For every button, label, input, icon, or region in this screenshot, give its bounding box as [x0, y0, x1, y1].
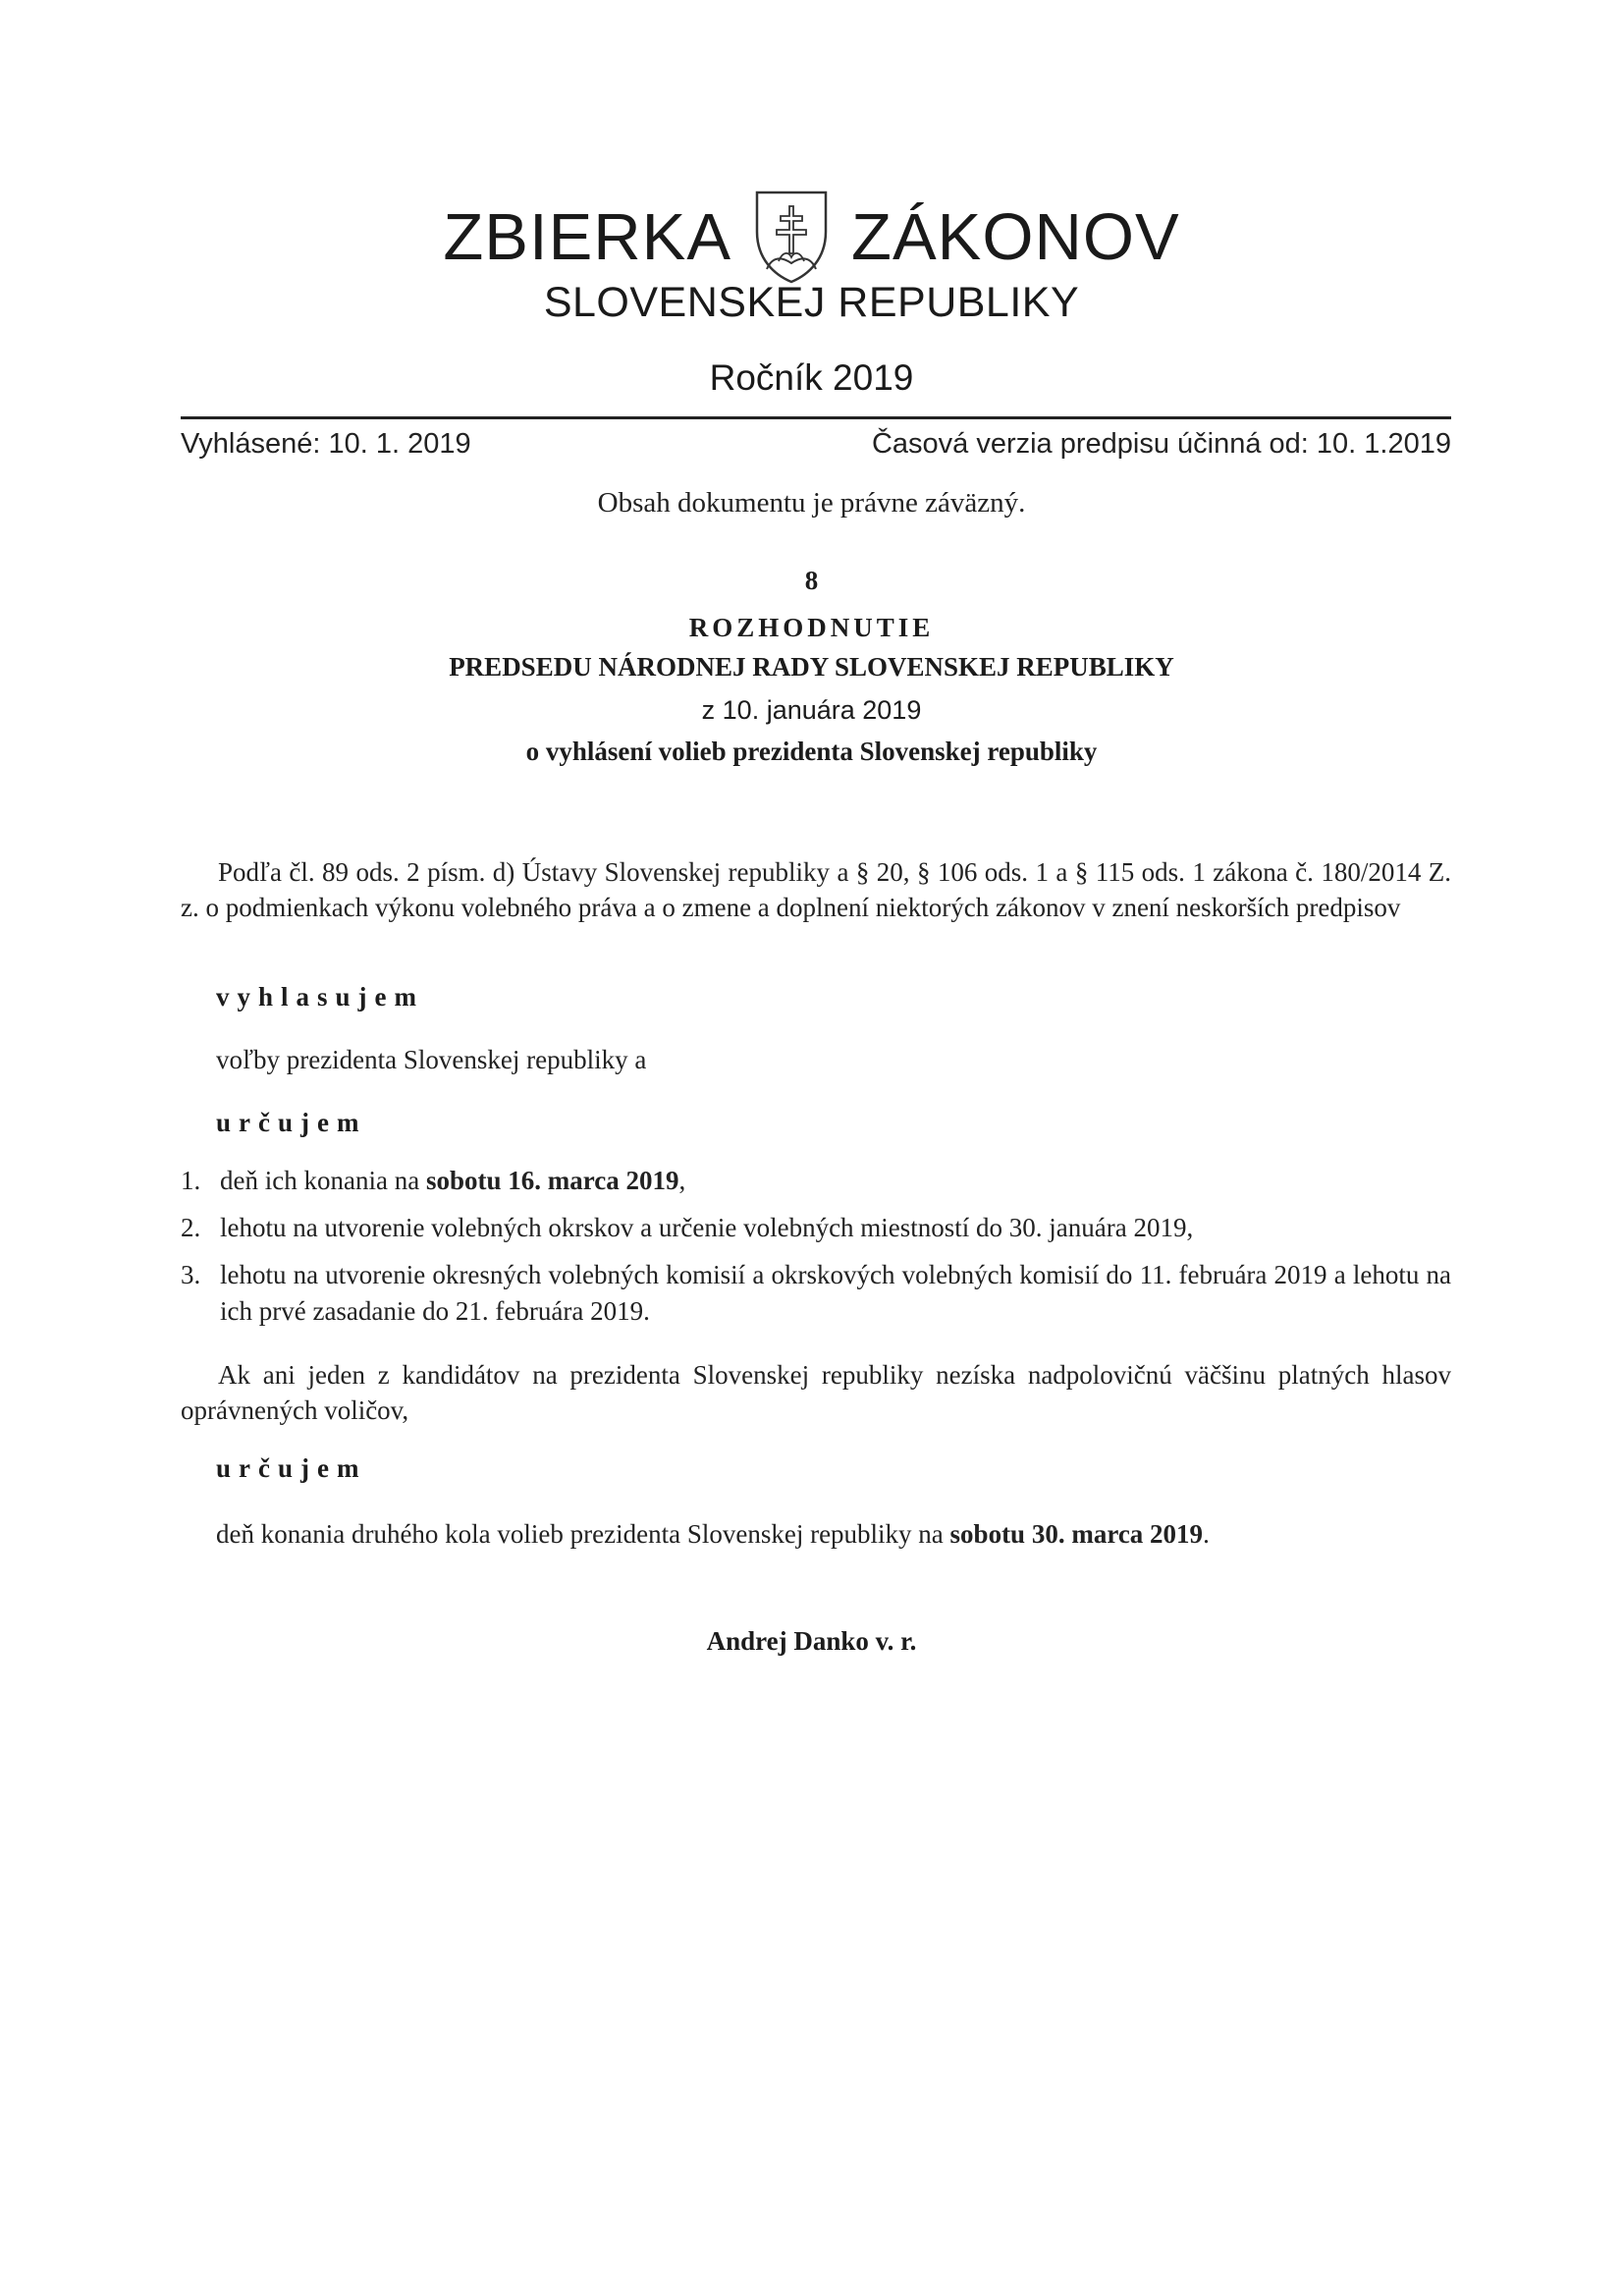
signature: Andrej Danko v. r. [706, 1626, 917, 1656]
document-type: ROZHODNUTIE [688, 613, 935, 642]
regulation-number: 8 [804, 566, 819, 595]
masthead-word-left: ZBIERKA [443, 199, 732, 274]
masthead-subtitle: SLOVENSKEJ REPUBLIKY [543, 279, 1080, 326]
second-round-condition: Ak ani jeden z kandidátov na prezidenta Slovenskej republiky nezíska nadpolovičnú väčšinu platných hlasov oprávnených voličov, [181, 1360, 1451, 1425]
document-subject: o vyhlásení volieb prezidenta Slovenskej republiky [525, 737, 1098, 766]
list-item-number: 2. [181, 1213, 201, 1242]
header-divider [181, 416, 1451, 419]
determine-keyword-2: určujem [216, 1453, 367, 1483]
list-item-text: deň ich konania na sobotu 16. marca 2019, [220, 1166, 686, 1195]
slovak-coat-of-arms-icon [753, 189, 830, 285]
list-item-number: 1. [181, 1166, 201, 1195]
volume-label: Ročník 2019 [709, 357, 914, 398]
list-item [181, 1163, 1451, 1199]
version-effective-date: Časová verzia predpisu účinná od: 10. 1.2019 [871, 428, 1451, 460]
masthead-word-right: ZÁKONOV [851, 199, 1180, 274]
issuing-authority: PREDSEDU NÁRODNEJ RADY SLOVENSKEJ REPUBLIKY [449, 652, 1174, 682]
list-item-text: lehotu na utvorenie volebných okrskov a určenie volebných miestností do 30. januára 2019, [220, 1213, 1194, 1242]
list-item-text: lehotu na utvorenie okresných volebných komisií a okrskových volebných komisií do 11. februára 2019 a lehotu na ich prvé zasadanie do 21. februára 2019. [220, 1260, 1451, 1326]
list-item [181, 1210, 1451, 1246]
list-item [181, 1257, 1451, 1330]
document-date: z 10. januára 2019 [701, 695, 922, 725]
election-date: sobotu 16. marca 2019 [425, 1166, 679, 1195]
declare-keyword: vyhlasujem [216, 982, 425, 1011]
second-round-text: deň konania druhého kola volieb prezidenta Slovenskej republiky na sobotu 30. marca 2019. [216, 1519, 1210, 1549]
declare-text: voľby prezidenta Slovenskej republiky a [216, 1045, 647, 1074]
masthead-title [0, 192, 1623, 281]
list-item-number: 3. [181, 1260, 201, 1289]
binding-note: Obsah dokumentu je právne záväzný. [597, 487, 1026, 519]
legal-basis-paragraph: Podľa čl. 89 ods. 2 písm. d) Ústavy Slovenskej republiky a § 20, § 106 ods. 1 a § 115 ods. 1 zákona č. 180/2014 Z. z. o podmienkach výkonu volebného práva a o zmene a doplnení niektorých zákonov v znení neskorších predpisov [181, 857, 1451, 922]
second-round-date: sobotu 30. marca 2019 [949, 1519, 1204, 1549]
determine-keyword: určujem [216, 1108, 367, 1137]
published-date: Vyhlásené: 10. 1. 2019 [181, 428, 471, 460]
